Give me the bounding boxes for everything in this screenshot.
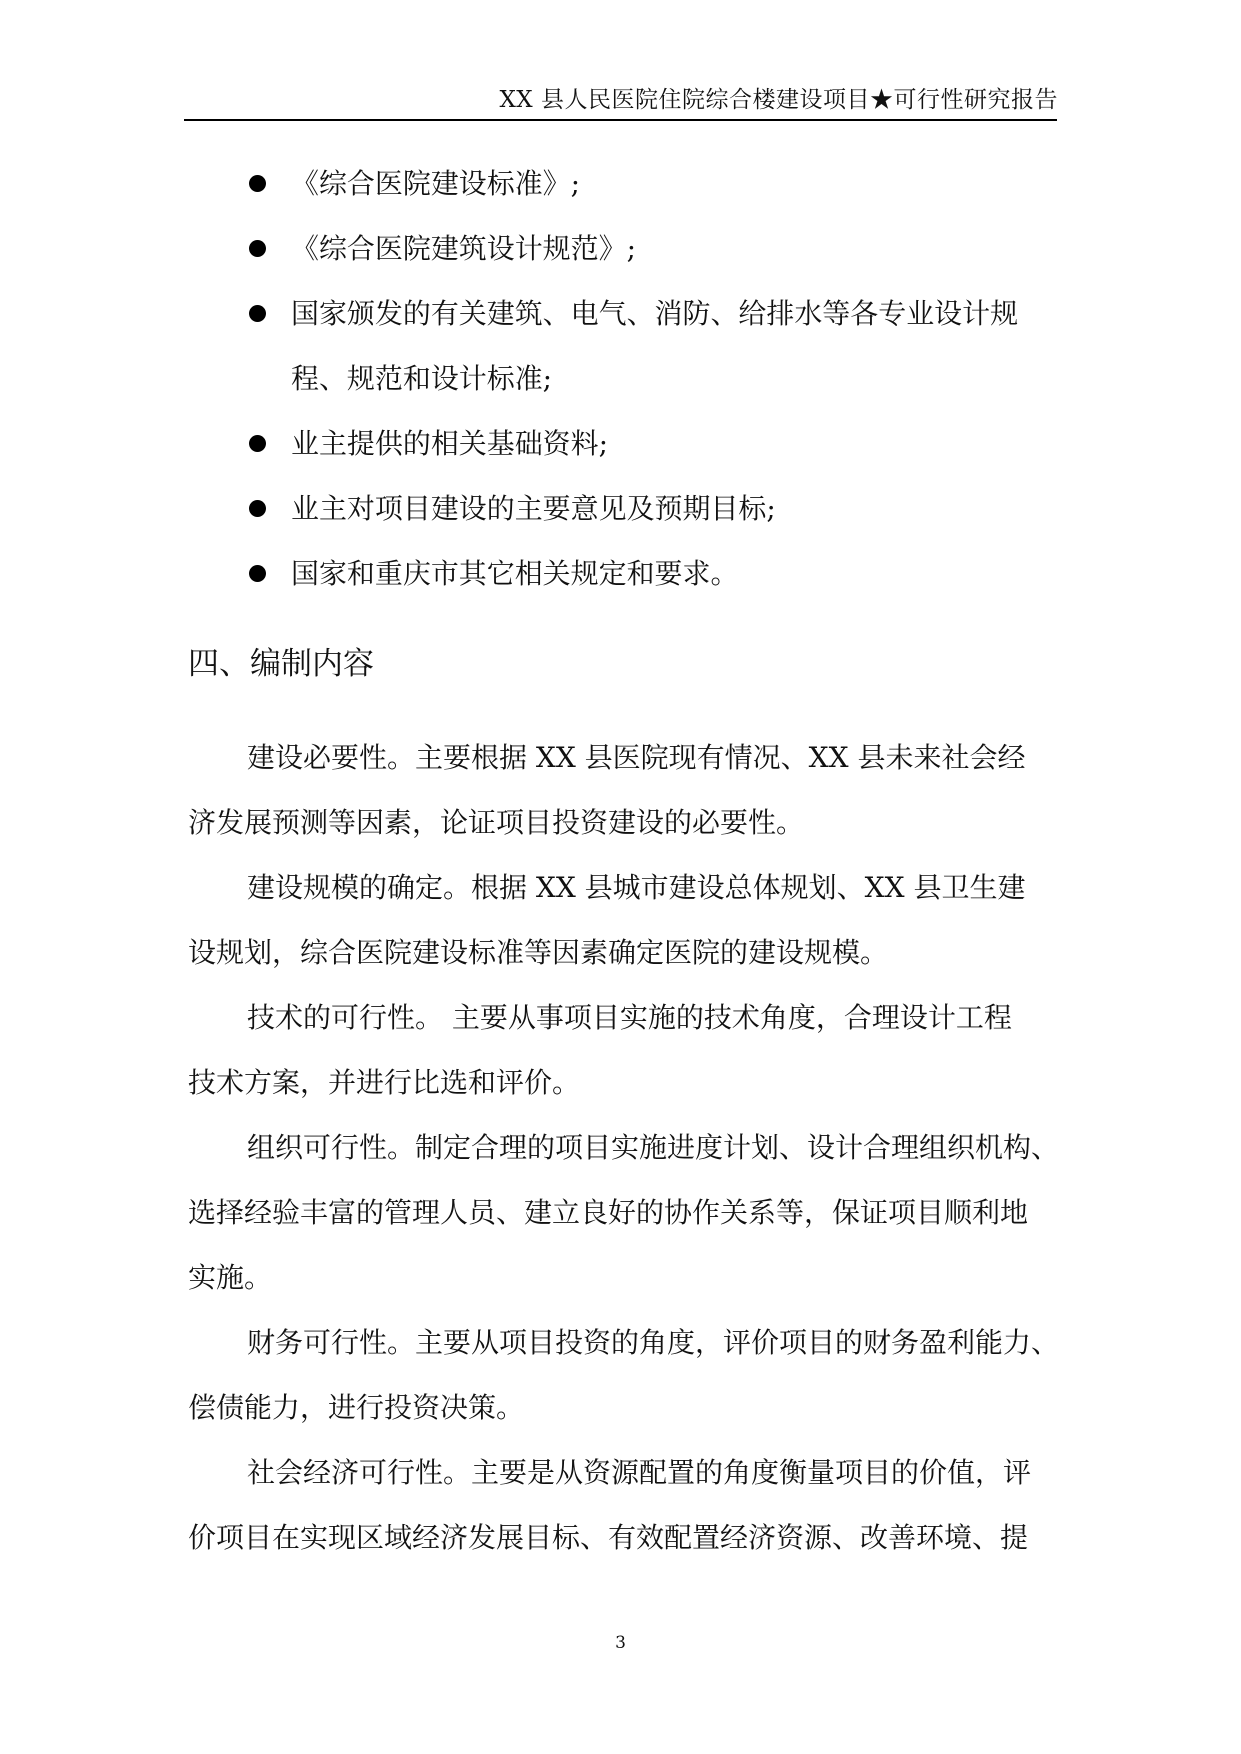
header-title: XX 县人民医院住院综合楼建设项目★可行性研究报告 (499, 87, 1058, 113)
list-item-text: 业主提供的相关基础资料; (291, 427, 609, 460)
bullet-dot-icon (249, 240, 266, 257)
bullet-dot-icon (249, 305, 266, 322)
list-item-text: 《综合医院建设标准》; (291, 167, 581, 200)
paragraph-line: 设规划，综合医院建设标准等因素确定医院的建设规模。 (188, 936, 889, 969)
paragraph-line: 技术的可行性。 主要从事项目实施的技术角度，合理设计工程 (247, 1001, 1012, 1034)
paragraph-line: 建设规模的确定。根据 XX 县城市建设总体规划、XX 县卫生建 (247, 871, 1026, 904)
paragraph-line: 偿债能力，进行投资决策。 (188, 1391, 525, 1424)
list-item-text: 业主对项目建设的主要意见及预期目标; (291, 492, 776, 525)
paragraph-line: 选择经验丰富的管理人员、建立良好的协作关系等，保证项目顺利地 (188, 1196, 1029, 1229)
list-item-text: 《综合医院建筑设计规范》; (291, 232, 636, 265)
header-divider (184, 119, 1057, 121)
paragraph-line: 技术方案，并进行比选和评价。 (188, 1066, 581, 1099)
paragraph-line: 实施。 (188, 1261, 273, 1294)
page-number: 3 (615, 1633, 626, 1653)
bullet-dot-icon (249, 500, 266, 517)
list-item-text: 程、规范和设计标准; (291, 362, 553, 395)
list-item-text: 国家和重庆市其它相关规定和要求。 (291, 557, 739, 590)
paragraph-line: 组织可行性。制定合理的项目实施进度计划、设计合理组织机构、 (247, 1131, 1060, 1164)
paragraph-line: 建设必要性。主要根据 XX 县医院现有情况、XX 县未来社会经 (247, 741, 1026, 774)
paragraph-line: 济发展预测等因素，论证项目投资建设的必要性。 (188, 806, 805, 839)
section-heading: 四、编制内容 (188, 646, 374, 682)
bullet-dot-icon (249, 565, 266, 582)
paragraph-line: 社会经济可行性。主要是从资源配置的角度衡量项目的价值，评 (247, 1456, 1032, 1489)
bullet-dot-icon (249, 175, 266, 192)
paragraph-line: 财务可行性。主要从项目投资的角度，评价项目的财务盈利能力、 (247, 1326, 1060, 1359)
list-item-text: 国家颁发的有关建筑、电气、消防、给排水等各专业设计规 (291, 297, 1019, 330)
bullet-dot-icon (249, 435, 266, 452)
paragraph-line: 价项目在实现区域经济发展目标、有效配置经济资源、改善环境、提 (188, 1521, 1029, 1554)
